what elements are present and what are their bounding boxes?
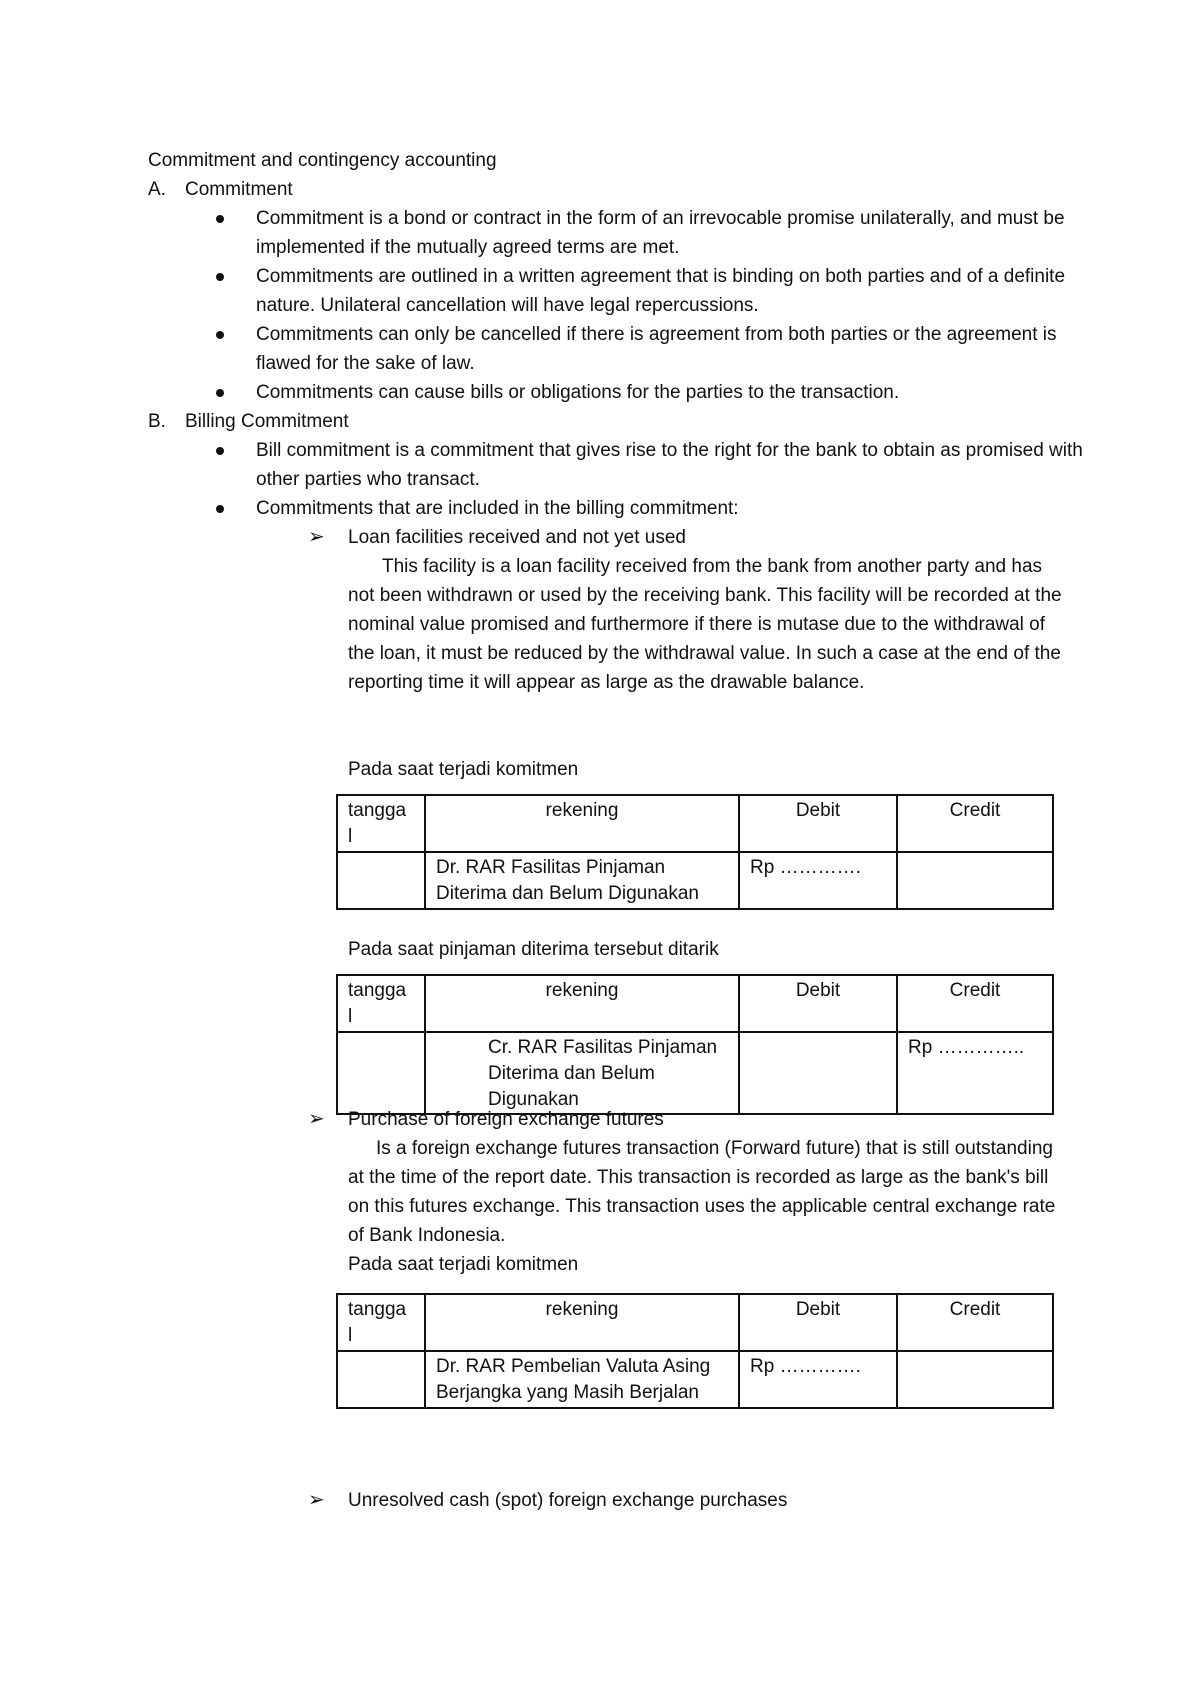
list-item-text: Commitments are outlined in a written agreement that is binding on both parties and of a definite nature. Unilateral cancellation will have legal repercussions. [256,266,1066,316]
header-debit: Debit [739,795,897,852]
list-item-text: Commitments can only be cancelled if there is agreement from both parties or the agreement is flawed for the sake of law. [256,324,1057,374]
section-heading-text: Commitment [185,179,293,200]
header-date: tangga l [337,1294,425,1351]
paragraph-text: This facility is a loan facility received from the bank from another party and has not been withdrawn or used by the receiving bank. This facility will be recorded at the nominal value promised and furthermore if there is mutase due to the withdrawal of the loan, it must be reduced by the withdrawal value. In such a case at the end of the reporting time it will appear as large as the drawable balance. [348,556,1062,693]
section-a-heading [148,175,293,204]
list-item [216,262,1096,320]
header-date: tangga l [337,795,425,852]
header-credit: Credit [897,975,1053,1032]
journal-table [336,1293,1054,1409]
table-row [337,852,1053,909]
list-item-text: Commitments can cause bills or obligations for the parties to the transaction. [256,382,900,403]
paragraph [348,552,1068,697]
bullet-icon [216,215,224,223]
cell-date [337,852,425,909]
section-letter: B. [148,411,166,432]
header-account: rekening [425,975,739,1032]
header-credit: Credit [897,1294,1053,1351]
sub-list-item-title: Unresolved cash (spot) foreign exchange purchases [348,1490,788,1511]
cell-account: Dr. RAR Pembelian Valuta Asing Berjangka yang Masih Berjalan [425,1351,739,1408]
section-letter: A. [148,179,166,200]
cell-date [337,1032,425,1114]
list-item [216,378,1096,407]
cell-debit: Rp …………. [739,852,897,909]
section-b-heading [148,407,349,436]
cell-credit [897,852,1053,909]
header-account: rekening [425,1294,739,1351]
list-item [216,436,1096,494]
paragraph-text: Is a foreign exchange futures transaction (Forward future) that is still outstanding at the time of the report date. This transaction is recorded as large as the bank's bill on this futures exchange. This transaction uses the applicable central exchange rate of Bank Indonesia. [348,1138,1056,1246]
list-item [216,494,1096,523]
list-item-text: Commitment is a bond or contract in the form of an irrevocable promise unilaterally, and must be implemented if the mutually agreed terms are met. [256,208,1065,258]
arrow-bullet-icon: ➢ [308,1108,325,1130]
cell-account: Dr. RAR Fasilitas Pinjaman Diterima dan Belum Digunakan [425,852,739,909]
arrow-bullet-icon: ➢ [308,1489,325,1511]
header-debit: Debit [739,975,897,1032]
sub-list-item-title: Loan facilities received and not yet used [348,527,686,548]
header-account: rekening [425,795,739,852]
list-item [216,204,1096,262]
sub-list-item-title: Purchase of foreign exchange futures [348,1109,664,1130]
bullet-icon [216,505,224,513]
bullet-icon [216,447,224,455]
journal-table [336,974,1054,1115]
header-date: tangga l [337,975,425,1032]
journal-caption: Pada saat pinjaman diterima tersebut ditarik [348,939,719,960]
table-header-row [337,1294,1053,1351]
header-debit: Debit [739,1294,897,1351]
sub-list-item [308,523,1078,552]
list-item [216,320,1096,378]
sub-list-item [308,1105,1078,1134]
list-item-text: Bill commitment is a commitment that gives rise to the right for the bank to obtain as promised with other parties who transact. [256,440,1083,490]
header-credit: Credit [897,795,1053,852]
table-header-row [337,975,1053,1032]
arrow-bullet-icon: ➢ [308,526,325,548]
table-header-row [337,795,1053,852]
paragraph [348,1134,1068,1250]
cell-account: Cr. RAR Fasilitas Pinjaman Diterima dan Belum Digunakan [425,1032,739,1114]
journal-table [336,794,1054,910]
bullet-icon [216,273,224,281]
document-title: Commitment and contingency accounting [148,150,497,171]
bullet-icon [216,331,224,339]
sub-list-item [308,1486,1078,1515]
table-row [337,1032,1053,1114]
bullet-icon [216,389,224,397]
cell-credit [897,1351,1053,1408]
cell-credit: Rp ………….. [897,1032,1053,1114]
cell-debit: Rp …………. [739,1351,897,1408]
cell-debit [739,1032,897,1114]
cell-date [337,1351,425,1408]
table-row [337,1351,1053,1408]
list-item-text: Commitments that are included in the billing commitment: [256,498,739,519]
journal-caption: Pada saat terjadi komitmen [348,759,579,780]
journal-caption: Pada saat terjadi komitmen [348,1254,579,1275]
section-heading-text: Billing Commitment [185,411,349,432]
